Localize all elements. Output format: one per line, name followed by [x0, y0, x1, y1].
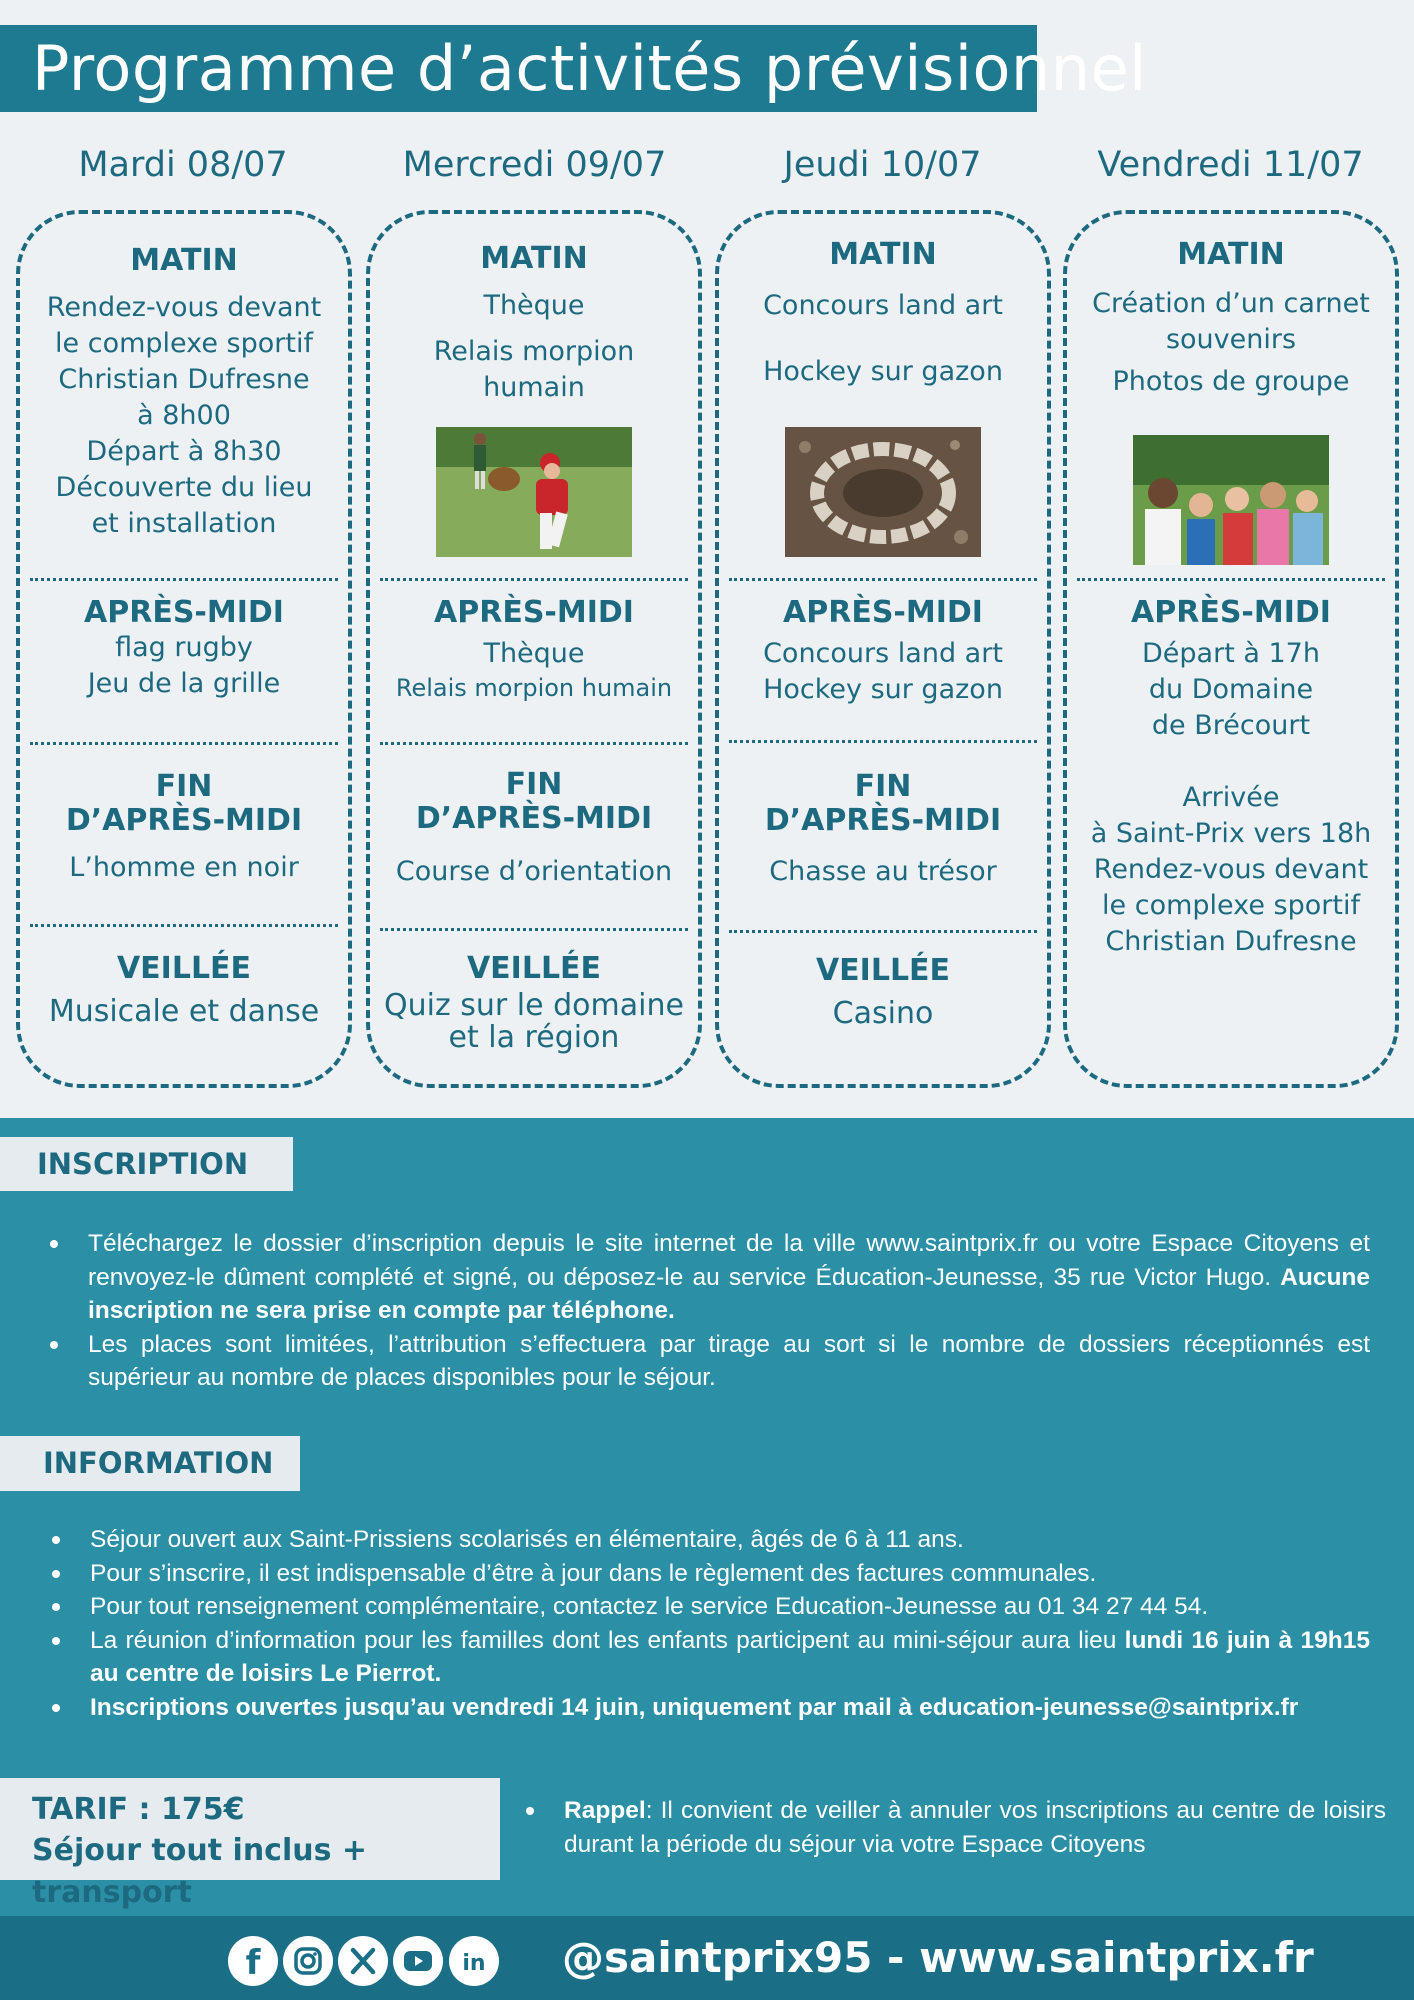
fin-line: L’homme en noir: [69, 852, 299, 883]
veillee-line: et la région: [448, 1020, 620, 1055]
information-heading: INFORMATION: [0, 1436, 300, 1491]
section-divider: [30, 742, 338, 745]
inscription-list: [40, 1227, 1370, 1395]
information-text: Pour s’inscrire, il est indispensable d’être à jour dans le règlement des factures communales.: [90, 1559, 1097, 1587]
day-label-vendredi: Vendredi 11/07: [1097, 145, 1364, 185]
information-bullet: [42, 1523, 1370, 1557]
fin-line: Chasse au trésor: [769, 856, 997, 887]
apres-midi-section: [1067, 596, 1395, 960]
information-bold: Inscriptions ouvertes jusqu’au vendredi 14 juin, uniquement par mail à education-jeunesse@saintprix.fr: [90, 1693, 1299, 1721]
information-text: Séjour ouvert aux Saint-Prissiens scolarisés en élémentaire, âgés de 6 à 11 ans.: [90, 1526, 964, 1553]
apres-midi-line: Concours land art: [763, 638, 1003, 669]
veillee-line: Musicale et danse: [48, 994, 320, 1029]
information-bold: lundi 16 juin à 19h15 au centre de loisirs Le Pierrot.: [90, 1626, 1370, 1687]
section-divider: [729, 930, 1037, 933]
veillee-line: Quiz sur le domaine: [384, 988, 684, 1023]
apres-midi-section: [370, 596, 698, 704]
information-bullet: [42, 1557, 1370, 1591]
apres-midi-line: Hockey sur gazon: [763, 674, 1003, 705]
group-photo: [1133, 435, 1329, 565]
page-title: Programme d’activités prévisionnel: [32, 32, 1147, 105]
veillee-heading: VEILLÉE: [466, 951, 602, 986]
matin-line: à 8h00: [137, 400, 231, 431]
information-text: La réunion d’information pour les familles dont les enfants participent au mini-séjour aura lieu: [90, 1626, 1117, 1654]
veillee-section: [370, 952, 698, 1054]
apres-midi-line: Jeu de la grille: [87, 668, 281, 699]
apres-midi-heading: APRÈS-MIDI: [84, 595, 284, 630]
rappel-text: : Il convient de veiller à annuler vos inscriptions au centre de loisirs durant la période du séjour via votre Espace Citoyens: [564, 1797, 1386, 1858]
inscription-bullet: [40, 1328, 1370, 1395]
tarif-detail: Séjour tout inclus + transport: [32, 1833, 368, 1910]
arrivee-line: à Saint-Prix vers 18h: [1090, 818, 1372, 849]
matin-section: [719, 238, 1047, 390]
apres-midi-heading: APRÈS-MIDI: [783, 595, 983, 630]
apres-midi-line: Relais morpion humain: [395, 674, 673, 702]
information-text: Pour tout renseignement complémentaire, contactez le service Education-Jeunesse au 01 34 27 44 54.: [90, 1593, 1209, 1620]
apres-midi-line: Thèque: [483, 638, 585, 669]
footer-handle[interactable]: @saintprix95 - www.saintprix.fr: [562, 1933, 1314, 1982]
veillee-line: Casino: [832, 996, 934, 1031]
rappel-bold: Rappel: [564, 1797, 646, 1824]
section-divider: [1077, 578, 1385, 581]
fin-heading: FIN: [155, 769, 213, 804]
matin-section: [1067, 238, 1395, 400]
matin-line: humain: [483, 372, 585, 403]
linkedin-icon[interactable]: [449, 1936, 499, 1986]
information-bullet: [42, 1691, 1370, 1725]
information-bullet: [42, 1590, 1370, 1624]
title-banner: [0, 25, 1147, 112]
matin-line: souvenirs: [1165, 324, 1297, 355]
fin-heading: D’APRÈS-MIDI: [65, 803, 303, 838]
matin-line: Rendez-vous devant: [46, 292, 322, 323]
veillee-heading: VEILLÉE: [116, 951, 252, 986]
day-label-mardi: Mardi 08/07: [78, 145, 288, 185]
day-column-jeudi: [715, 210, 1051, 1088]
youtube-icon[interactable]: [393, 1936, 443, 1986]
matin-line: Photos de groupe: [1112, 366, 1350, 397]
apres-midi-line: Départ à 17h: [1142, 638, 1320, 669]
matin-section: [370, 242, 698, 406]
section-divider: [380, 742, 688, 745]
information-bullet: [42, 1624, 1370, 1691]
fin-apres-midi-section: [20, 770, 348, 886]
section-divider: [380, 928, 688, 931]
matin-line: Relais morpion: [433, 336, 635, 367]
section-divider: [30, 924, 338, 927]
arrivee-line: Rendez-vous devant: [1093, 854, 1369, 885]
matin-heading: MATIN: [1177, 237, 1285, 272]
day-column-vendredi: [1063, 210, 1399, 1088]
tarif-price: TARIF : 175€: [32, 1792, 245, 1827]
veillee-section: [20, 952, 348, 1030]
fin-heading: D’APRÈS-MIDI: [764, 803, 1002, 838]
veillee-heading: VEILLÉE: [815, 953, 951, 988]
day-column-mardi: [16, 210, 352, 1088]
day-label-jeudi: Jeudi 10/07: [783, 145, 982, 185]
svg-text:in: in: [462, 1951, 486, 1976]
facebook-icon[interactable]: [228, 1936, 278, 1986]
apres-midi-section: [20, 596, 348, 702]
apres-midi-section: [719, 596, 1047, 708]
inscription-text: Téléchargez le dossier d’inscription depuis le site internet de la ville www.saintprix.fr ou votre Espace Citoyens et renvoyez-le dûment complété et signé, ou déposez-le au service Éducation-Jeunesse, 35 rue Victor Hugo.: [88, 1230, 1370, 1291]
matin-line: Christian Dufresne: [58, 364, 310, 395]
apres-midi-line: flag rugby: [115, 632, 253, 663]
x-icon[interactable]: [338, 1936, 388, 1986]
section-divider: [729, 578, 1037, 581]
matin-line: le complexe sportif: [55, 328, 313, 359]
fin-heading: FIN: [505, 767, 563, 802]
apres-midi-line: de Brécourt: [1151, 710, 1311, 741]
fin-apres-midi-section: [370, 768, 698, 890]
baseball-photo: [436, 427, 632, 557]
matin-heading: MATIN: [480, 241, 588, 276]
matin-line: Hockey sur gazon: [763, 356, 1003, 387]
land-art-photo: [785, 427, 981, 557]
information-list: [42, 1523, 1370, 1724]
apres-midi-heading: APRÈS-MIDI: [1131, 595, 1331, 630]
fin-heading: D’APRÈS-MIDI: [415, 801, 653, 836]
section-divider: [729, 740, 1037, 743]
rappel-bullet: [516, 1794, 1386, 1861]
inscription-text: Les places sont limitées, l’attribution s’effectuera par tirage au sort si le nombre de dossiers réceptionnés est supérieur au nombre de places disponibles pour le séjour.: [88, 1330, 1370, 1391]
matin-line: et installation: [91, 508, 277, 539]
instagram-icon[interactable]: [283, 1936, 333, 1986]
fin-line: Course d’orientation: [395, 856, 673, 887]
arrivee-line: Christian Dufresne: [1105, 926, 1357, 957]
section-divider: [30, 578, 338, 581]
arrivee-line: Arrivée: [1182, 782, 1280, 813]
matin-heading: MATIN: [130, 243, 238, 278]
matin-line: Concours land art: [763, 290, 1003, 321]
apres-midi-line: du Domaine: [1148, 674, 1314, 705]
svg-text:f: f: [245, 1943, 261, 1983]
fin-apres-midi-section: [719, 770, 1047, 890]
matin-line: Thèque: [483, 290, 585, 321]
section-divider: [380, 578, 688, 581]
rappel-list: [516, 1794, 1386, 1861]
matin-section: [20, 244, 348, 542]
day-label-mercredi: Mercredi 09/07: [402, 145, 667, 185]
apres-midi-heading: APRÈS-MIDI: [434, 595, 634, 630]
inscription-bullet: [40, 1227, 1370, 1328]
inscription-heading: INSCRIPTION: [0, 1137, 293, 1191]
arrivee-line: le complexe sportif: [1102, 890, 1360, 921]
matin-heading: MATIN: [829, 237, 937, 272]
matin-line: Départ à 8h30: [86, 436, 282, 467]
day-column-mercredi: [366, 210, 702, 1088]
matin-line: Création d’un carnet: [1092, 288, 1370, 319]
veillee-section: [719, 954, 1047, 1032]
fin-heading: FIN: [854, 769, 912, 804]
inscription-bold: Aucune inscription ne sera prise en compte par téléphone.: [88, 1263, 1370, 1324]
tarif-box: [0, 1778, 500, 1910]
matin-line: Découverte du lieu: [55, 472, 313, 503]
